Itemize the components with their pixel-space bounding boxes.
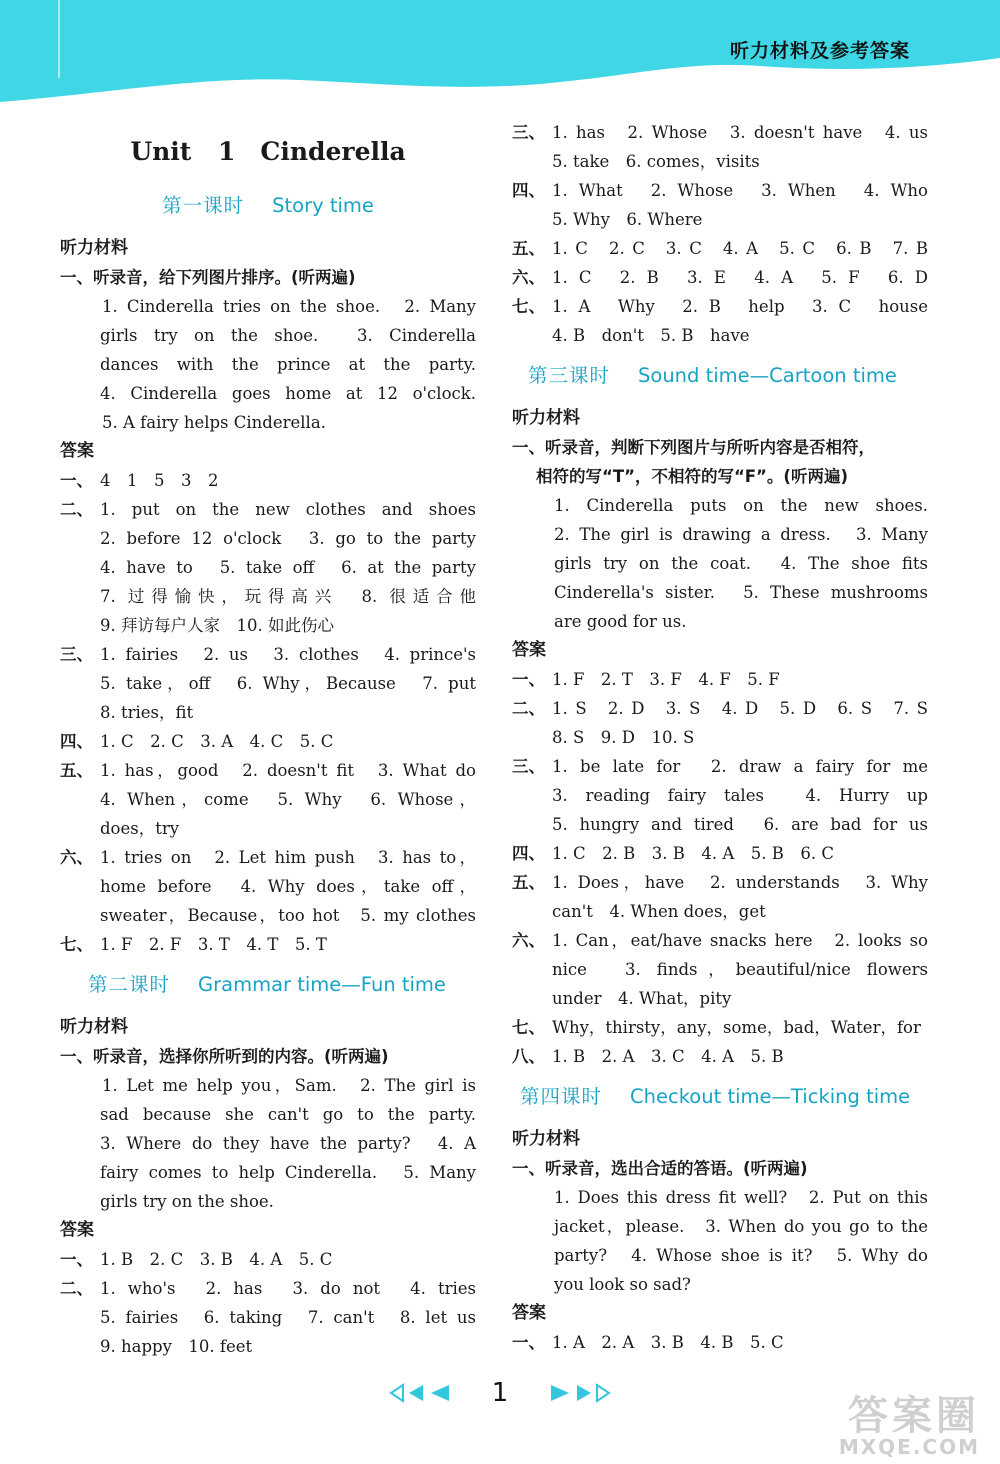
answer-text: 1. be late for 2. draw a fairy for me [552,757,928,776]
answer-line [512,234,928,263]
l2-text-line: sad because she can't go to the party. [100,1105,476,1124]
answer-line [60,930,476,959]
question-number: 六、 [512,268,545,287]
answer-line [512,984,928,1013]
question-number: 二、 [512,699,545,718]
l1-text-line: 5. A fairy helps Cinderella. [102,413,326,432]
answer-line [512,839,928,868]
answer-line [60,901,476,930]
l1-text-line: 1. Cinderella tries on the shoe. 2. Many [102,297,476,316]
page-number: 1 [491,1378,509,1408]
l4-answer-list [512,1328,928,1357]
watermark-line-2: MXQE.COM [838,1435,980,1459]
answer-line [512,118,928,147]
l2-answer-list-continued [512,118,928,350]
answer-text: 4. have to 5. take off 6. at the party [100,558,476,577]
question-number: 六、 [512,931,545,950]
lesson-3-heading [512,356,928,396]
answer-line [60,1303,476,1332]
question-number: 一、 [512,670,545,689]
answer-line [512,752,928,781]
answer-line [60,466,476,495]
l3-text-line: 1. Cinderella puts on the new shoes. [554,496,928,515]
question-number: 二、 [60,1279,93,1298]
l1-text-line: dances with the prince at the party. [100,355,476,374]
l4-answer-heading: 答案 [512,1303,546,1323]
answer-line [60,669,476,698]
answer-text: 1. put on the new clothes and shoes [100,500,476,519]
answer-text: 5. hungry and tired 6. are bad for us [552,815,928,834]
answer-line [512,897,928,926]
question-number: 一、 [60,471,93,490]
answer-text: 9. 拜访每户人家 10. 如此伤心 [100,616,334,635]
answer-text: 3. reading fairy tales 4. Hurry up [552,786,928,805]
l2-text-line: fairy comes to help Cinderella. 5. Many [100,1163,476,1182]
l2-text-line: 1. Let me help you，Sam. 2. The girl is [102,1076,476,1095]
answer-line [512,955,928,984]
question-number: 一、 [512,1333,545,1352]
l3-text-line: Cinderella's sister. 5. These mushrooms [554,583,928,602]
question-number: 七、 [512,1018,545,1037]
lesson-3-cn: 第三课时 [528,364,611,387]
answer-line [512,176,928,205]
answer-text: 1. fairies 2. us 3. clothes 4. prince's [100,645,476,664]
answer-line [60,843,476,872]
lesson-2-heading [60,965,476,1005]
answer-text: 8. S 9. D 10. S [552,728,695,747]
l4-question-1: 一、听录音，选出合适的答语。(听两遍) [512,1159,808,1178]
l4-listening-heading: 听力材料 [512,1129,580,1149]
watermark-line-1: 答案圈 [848,1393,980,1439]
l3-listening-heading: 听力材料 [512,408,580,428]
next-arrows-icon [547,1383,611,1403]
question-number: 五、 [60,761,93,780]
answer-line [60,553,476,582]
answer-text: nice 3. finds，beautiful/nice flowers [552,960,928,979]
l1-answer-list [60,466,476,959]
answer-line [60,698,476,727]
answer-text: 1. has，good 2. doesn't fit 3. What do [100,761,476,780]
answer-text: 9. happy 10. feet [100,1337,253,1356]
answer-line [60,872,476,901]
answer-text: 1. What 2. Whose 3. When 4. Who [552,181,928,200]
answer-text: sweater，Because，too hot 5. my clothes [100,906,476,925]
answer-text: 1. tries on 2. Let him push 3. has to， [100,848,476,867]
answer-line [60,785,476,814]
answer-line [512,665,928,694]
question-number: 七、 [512,297,545,316]
answer-text: 4. B don't 5. B have [552,326,750,345]
question-number: 五、 [512,873,545,892]
right-column [512,118,928,1357]
question-number: 三、 [60,645,93,664]
lesson-3-en: Sound time—Cartoon time [638,364,897,387]
answer-line [512,147,928,176]
question-number: 四、 [512,181,545,200]
question-number: 二、 [60,500,93,519]
answer-line [60,1274,476,1303]
answer-line [512,1328,928,1357]
lesson-4-en: Checkout time—Ticking time [630,1085,911,1108]
lesson-2-cn: 第二课时 [88,973,171,996]
answer-text: 7. 过得愉快，玩得高兴 8. 很适合他 [100,587,476,606]
answer-text: 1. S 2. D 3. S 4. D 5. D 6. S 7. S [552,699,928,718]
watermark-logo [770,1393,980,1460]
answer-text: under 4. What，pity [552,989,732,1008]
l2-text-line: girls try on the shoe. [100,1192,274,1211]
answer-line [60,524,476,553]
unit-title: Unit 1 Cinderella [130,137,406,166]
lesson-4-cn: 第四课时 [520,1085,603,1108]
answer-line [512,263,928,292]
answer-text: 1. B 2. C 3. B 4. A 5. C [100,1250,333,1269]
l2-question-1: 一、听录音，选择你所听到的内容。(听两遍) [60,1047,389,1066]
answer-text: can't 4. When does，get [552,902,766,921]
answer-line [512,321,928,350]
lesson-1-en: Story time [272,194,374,217]
question-number: 三、 [512,757,545,776]
left-column [60,118,476,1361]
l2-answer-heading: 答案 [60,1220,94,1240]
answer-line [60,640,476,669]
answer-text: 2. before 12 o'clock 3. go to the party [100,529,476,548]
lesson-1-cn: 第一课时 [162,194,245,217]
question-number: 一、 [60,1250,93,1269]
question-number: 四、 [512,844,545,863]
answer-line [512,723,928,752]
answer-text: does，try [100,819,180,838]
lesson-4-heading [512,1077,928,1117]
answer-line [60,495,476,524]
l3-text-line: girls try on the coat. 4. The shoe fits [554,554,928,573]
answer-text: 1. Can，eat/have snacks here 2. looks so [552,931,928,950]
answer-line [60,1245,476,1274]
l2-answer-list [60,1245,476,1361]
l2-listening-heading: 听力材料 [60,1017,128,1037]
question-number: 八、 [512,1047,545,1066]
answer-text: 1. who's 2. has 3. do not 4. tries [100,1279,476,1298]
l2-text-line: 3. Where do they have the party? 4. A [100,1134,476,1153]
answer-text: 1. C 2. C 3. A 4. C 5. C [100,732,334,751]
answer-line [512,205,928,234]
answer-text: 1. has 2. Whose 3. doesn't have 4. us [552,123,928,142]
answer-text: 1. F 2. F 3. T 4. T 5. T [100,935,327,954]
l4-text-line: party? 4. Whose shoe is it? 5. Why do [554,1246,928,1265]
question-number: 三、 [512,123,545,142]
l4-text-line: 1. Does this dress fit well? 2. Put on this [554,1188,928,1207]
l3-text-line: 2. The girl is drawing a dress. 3. Many [554,525,928,544]
l3-question-1-cont: 相符的写“T”，不相符的写“F”。(听两遍) [536,467,848,486]
answer-line [512,926,928,955]
question-number: 四、 [60,732,93,751]
l4-text-line: you look so sad? [554,1275,691,1294]
lesson-2-en: Grammar time—Fun time [198,973,446,996]
l1-question-1: 一、听录音，给下列图片排序。(听两遍) [60,268,356,287]
answer-text: home before 4. Why does，take off， [100,877,476,896]
answer-text: 5. take 6. comes，visits [552,152,760,171]
answer-line [60,582,476,611]
answer-text: 1. B 2. A 3. C 4. A 5. B [552,1047,784,1066]
answer-text: 1. C 2. B 3. B 4. A 5. B 6. C [552,844,834,863]
answer-line [60,1332,476,1361]
answer-line [512,292,928,321]
prev-arrows-icon [389,1383,453,1403]
l1-text-line: 4. Cinderella goes home at 12 o'clock. [100,384,476,403]
answer-text: 1. C 2. C 3. C 4. A 5. C 6. B 7. B [552,239,928,258]
answer-line [512,1042,928,1071]
answer-text: Why，thirsty，any，some，bad，Water，for [552,1018,921,1037]
answer-text: 5. fairies 6. taking 7. can't 8. let us [100,1308,476,1327]
lesson-1-heading [60,186,476,226]
question-number: 七、 [60,935,93,954]
l4-text-line: jacket，please. 3. When do you go to the [554,1217,928,1236]
answer-line [60,611,476,640]
answer-text: 4 1 5 3 2 [100,471,219,490]
l1-listening-heading: 听力材料 [60,238,128,258]
answer-text: 5. Why 6. Where [552,210,703,229]
answer-line [512,781,928,810]
answer-line [60,814,476,843]
answer-text: 4. When，come 5. Why 6. Whose， [100,790,476,809]
answer-text: 1. F 2. T 3. F 4. F 5. F [552,670,780,689]
l1-text-line: girls try on the shoe. 3. Cinderella [100,326,476,345]
l3-answer-list [512,665,928,1071]
l3-question-1: 一、听录音，判断下列图片与所听内容是否相符， [512,438,875,457]
l3-answer-heading: 答案 [512,640,546,660]
answer-text: 1. C 2. B 3. E 4. A 5. F 6. D [552,268,928,287]
answer-line [512,868,928,897]
l1-answer-heading: 答案 [60,441,94,461]
question-number: 六、 [60,848,93,867]
answer-line [512,1013,928,1042]
answer-text: 8. tries，fit [100,703,194,722]
answer-text: 1. A 2. A 3. B 4. B 5. C [552,1333,784,1352]
answer-text: 1. A Why 2. B help 3. C house [552,297,928,316]
answer-line [60,756,476,785]
answer-text: 1. Does，have 2. understands 3. Why [552,873,928,892]
question-number: 五、 [512,239,545,258]
answer-line [512,810,928,839]
answer-text: 5. take，off 6. Why，Because 7. put [100,674,476,693]
l3-text-line: are good for us. [554,612,687,631]
answer-line [60,727,476,756]
header-title: 听力材料及参考答案 [729,40,910,62]
answer-line [512,694,928,723]
